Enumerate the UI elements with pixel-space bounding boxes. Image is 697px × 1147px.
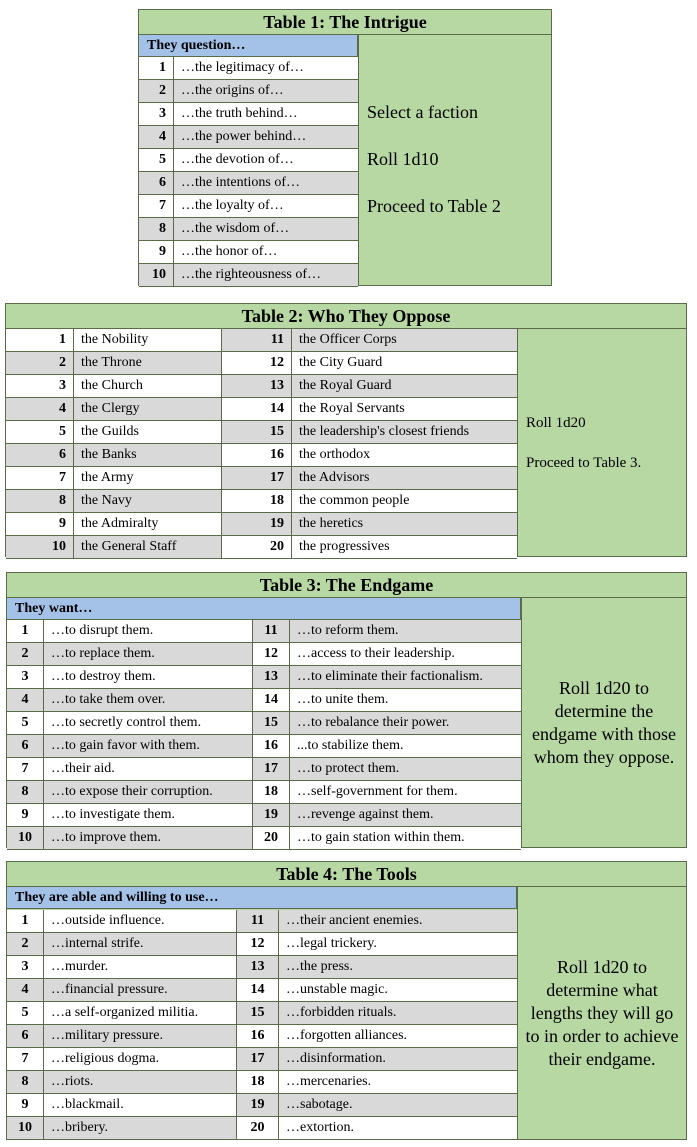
table-2-instructions [517,329,686,556]
entry-text: the Officer Corps [299,332,397,347]
table-row [7,1048,237,1071]
table-row [7,712,253,735]
entry-text: …the origins of… [181,83,284,98]
roll-number: 7 [6,467,74,489]
entry-text: …military pressure. [51,1028,163,1043]
entry-text: …sabotage. [286,1097,353,1112]
table-row [253,781,521,804]
table-2-title: Table 2: Who They Oppose [6,304,686,329]
roll-number: 1 [6,329,74,351]
entry-text: …to gain station within them. [297,830,465,845]
roll-number: 12 [222,352,292,374]
roll-number: 8 [7,1071,44,1093]
entry-text: the Clergy [81,401,140,416]
roll-number: 10 [6,536,74,558]
roll-number: 10 [7,1117,44,1139]
roll-number: 15 [237,1002,279,1024]
table-row [237,979,517,1002]
entry-text: the common people [299,493,410,508]
entry-text: …extortion. [286,1120,355,1135]
table-row [139,126,358,149]
roll-number: 19 [222,513,292,535]
entry-text: the Army [81,470,134,485]
entry-text: the Admiralty [81,516,159,531]
entry-text: …their aid. [51,761,115,776]
entry-text: …to secretly control them. [51,715,202,730]
table-4-instruction: Roll 1d20 to determine what lengths they will go to in order to achieve their endgame. [517,887,686,1139]
table-row [6,352,222,375]
entry-text: …a self-organized militia. [51,1005,199,1020]
entry-text: the leadership's closest friends [299,424,470,439]
table-4-title: Table 4: The Tools [7,862,686,887]
table-row [253,735,521,758]
entry-text: …to protect them. [297,761,400,776]
roll-number: 14 [253,689,290,711]
roll-number: 17 [237,1048,279,1070]
entry-text: …the honor of… [181,244,278,259]
table-row [7,1071,237,1094]
table-4-subheader: They are able and willing to use… [7,887,517,909]
entry-text: …to unite them. [297,692,389,707]
entry-text: the Banks [81,447,137,462]
entry-text: …to destroy them. [51,669,156,684]
entry-text: …bribery. [51,1120,109,1135]
table-1-instructions [358,35,551,285]
roll-number: 11 [237,910,279,932]
entry-text: …mercenaries. [286,1074,372,1089]
roll-number: 9 [7,804,44,826]
entry-text: …the loyalty of… [181,198,284,213]
roll-number: 10 [139,264,174,286]
table-row [237,1048,517,1071]
table-row [139,172,358,195]
entry-text: …to rebalance their power. [297,715,450,730]
entry-text: …the righteousness of… [181,267,321,282]
entry-text: …blackmail. [51,1097,124,1112]
roll-number: 20 [222,536,292,558]
roll-number: 20 [237,1117,279,1139]
roll-number: 3 [139,103,174,125]
table-row [7,689,253,712]
table-row [6,421,222,444]
table-row [139,264,358,287]
entry-text: …internal strife. [51,936,144,951]
table-row [139,241,358,264]
roll-number: 6 [7,1025,44,1047]
roll-number: 13 [237,956,279,978]
table-row [237,1002,517,1025]
table-3-instruction: Roll 1d20 to determine the endgame with those whom they oppose. [521,598,686,847]
table-3-endgame [6,572,687,848]
entry-text: …forgotten alliances. [286,1028,408,1043]
table-row [237,1071,517,1094]
roll-number: 10 [7,827,44,849]
table-row [6,444,222,467]
entry-text: the City Guard [299,355,383,370]
table-row [253,620,521,643]
entry-text: …the truth behind… [181,106,298,121]
entry-text: …religious dogma. [51,1051,160,1066]
table-1-intrigue [138,9,552,286]
entry-text: …the intentions of… [181,175,300,190]
instruction-select-faction: Select a faction [367,102,478,122]
roll-number: 3 [7,956,44,978]
table-row [7,643,253,666]
instruction-roll-1d20: Roll 1d20 [526,415,586,431]
roll-number: 12 [237,933,279,955]
roll-number: 16 [253,735,290,757]
roll-number: 11 [253,620,290,642]
roll-number: 11 [222,329,292,351]
roll-number: 5 [7,712,44,734]
entry-text: …to eliminate their factionalism. [297,669,483,684]
roll-number: 8 [6,490,74,512]
entry-text: …financial pressure. [51,982,168,997]
table-row [222,467,517,490]
roll-number: 18 [222,490,292,512]
table-row [253,643,521,666]
roll-number: 9 [7,1094,44,1116]
table-3-subheader: They want… [7,598,521,620]
entry-text: …to investigate them. [51,807,176,822]
roll-number: 6 [6,444,74,466]
roll-number: 7 [7,758,44,780]
roll-number: 1 [139,57,174,79]
table-row [7,666,253,689]
table-row [7,735,253,758]
roll-number: 18 [253,781,290,803]
entry-text: the heretics [299,516,364,531]
entry-text: the Guilds [81,424,139,439]
roll-number: 18 [237,1071,279,1093]
roll-number: 14 [237,979,279,1001]
entry-text: the Nobility [81,332,149,347]
entry-text: …to improve them. [51,830,162,845]
table-row [139,149,358,172]
entry-text: …self-government for them. [297,784,458,799]
instruction-proceed-table-2: Proceed to Table 2 [367,196,501,216]
roll-number: 5 [7,1002,44,1024]
table-1-subheader: They question… [139,35,358,57]
roll-number: 17 [222,467,292,489]
table-row [222,375,517,398]
table-row [7,758,253,781]
table-row [7,956,237,979]
roll-number: 14 [222,398,292,420]
entry-text: …the power behind… [181,129,307,144]
entry-text: …to disrupt them. [51,623,154,638]
table-row [7,804,253,827]
roll-number: 1 [7,910,44,932]
table-row [7,1025,237,1048]
table-row [237,910,517,933]
table-row [222,490,517,513]
table-row [7,1002,237,1025]
entry-text: …access to their leadership. [297,646,455,661]
roll-number: 16 [237,1025,279,1047]
roll-number: 13 [253,666,290,688]
table-row [7,979,237,1002]
table-row [253,712,521,735]
entry-text: …forbidden rituals. [286,1005,397,1020]
roll-number: 2 [139,80,174,102]
roll-number: 8 [7,781,44,803]
roll-number: 3 [7,666,44,688]
entry-text: …riots. [51,1074,94,1089]
table-row [222,329,517,352]
table-row [222,444,517,467]
table-row [7,781,253,804]
entry-text: …disinformation. [286,1051,386,1066]
roll-number: 5 [139,149,174,171]
table-row [222,536,517,559]
table-row [6,513,222,536]
table-3-title: Table 3: The Endgame [7,573,686,598]
table-row [253,666,521,689]
entry-text: …outside influence. [51,913,165,928]
entry-text: …the devotion of… [181,152,294,167]
entry-text: …revenge against them. [297,807,434,822]
roll-number: 9 [139,241,174,263]
table-row [237,1117,517,1140]
entry-text: …the wisdom of… [181,221,290,236]
roll-number: 2 [7,933,44,955]
entry-text: …their ancient enemies. [286,913,423,928]
table-row [7,827,253,850]
entry-text: …the press. [286,959,353,974]
entry-text: …to take them over. [51,692,166,707]
entry-text: …legal trickery. [286,936,377,951]
entry-text: the Royal Guard [299,378,392,393]
entry-text: the Throne [81,355,142,370]
table-row [7,1117,237,1140]
entry-text: …the legitimacy of… [181,60,304,75]
table-1-title: Table 1: The Intrigue [139,10,551,35]
instruction-roll-1d10: Roll 1d10 [367,149,439,169]
entry-text: ...to stabilize them. [297,738,404,753]
roll-number: 8 [139,218,174,240]
roll-number: 16 [222,444,292,466]
roll-number: 12 [253,643,290,665]
entry-text: the Royal Servants [299,401,405,416]
roll-number: 17 [253,758,290,780]
table-row [7,933,237,956]
table-row [222,398,517,421]
entry-text: …to replace them. [51,646,155,661]
table-row [139,195,358,218]
table-row [237,1094,517,1117]
roll-number: 4 [7,979,44,1001]
roll-number: 19 [237,1094,279,1116]
roll-number: 1 [7,620,44,642]
roll-number: 13 [222,375,292,397]
table-row [139,218,358,241]
table-row [253,689,521,712]
table-row [6,375,222,398]
roll-number: 2 [7,643,44,665]
entry-text: the Navy [81,493,132,508]
table-row [139,57,358,80]
entry-text: …unstable magic. [286,982,388,997]
table-row [7,620,253,643]
table-row [253,804,521,827]
table-row [6,398,222,421]
table-row [253,827,521,850]
roll-number: 5 [6,421,74,443]
entry-text: the General Staff [81,539,177,554]
table-row [6,490,222,513]
table-row [6,467,222,490]
entry-text: the orthodox [299,447,371,462]
roll-number: 4 [6,398,74,420]
table-row [6,536,222,559]
table-row [222,421,517,444]
table-row [222,352,517,375]
table-row [237,1025,517,1048]
roll-number: 6 [139,172,174,194]
roll-number: 15 [253,712,290,734]
roll-number: 2 [6,352,74,374]
roll-number: 20 [253,827,290,849]
roll-number: 19 [253,804,290,826]
table-row [222,513,517,536]
entry-text: …murder. [51,959,109,974]
table-row [237,933,517,956]
table-row [253,758,521,781]
entry-text: the progressives [299,539,390,554]
instruction-proceed-table-3: Proceed to Table 3. [526,455,642,471]
table-row [139,80,358,103]
table-row [237,956,517,979]
roll-number: 6 [7,735,44,757]
entry-text: …to gain favor with them. [51,738,200,753]
table-row [6,329,222,352]
roll-number: 7 [7,1048,44,1070]
table-row [7,1094,237,1117]
roll-number: 3 [6,375,74,397]
entry-text: the Advisors [299,470,370,485]
roll-number: 4 [139,126,174,148]
roll-number: 15 [222,421,292,443]
table-2-who-they-oppose [5,303,687,557]
table-4-tools [6,861,687,1140]
entry-text: …to reform them. [297,623,399,638]
entry-text: …to expose their corruption. [51,784,213,799]
table-row [139,103,358,126]
entry-text: the Church [81,378,143,393]
roll-number: 7 [139,195,174,217]
roll-number: 9 [6,513,74,535]
roll-number: 4 [7,689,44,711]
table-row [7,910,237,933]
